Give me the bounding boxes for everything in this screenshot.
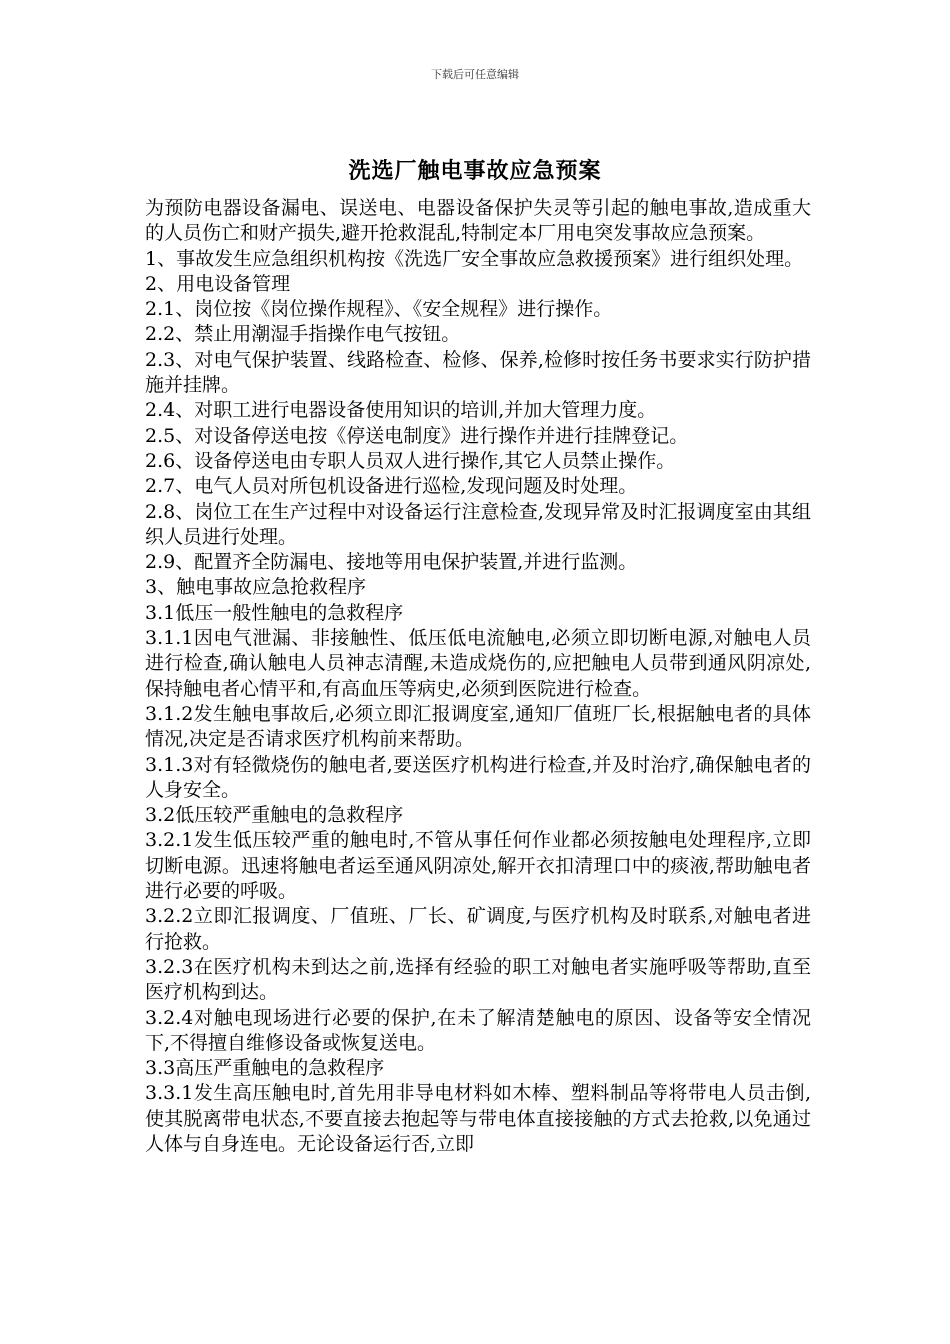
paragraph: 2.1、岗位按《岗位操作规程》、《安全规程》进行操作。: [145, 298, 613, 321]
paragraph: 1、事故发生应急组织机构按《洗选厂安全事故应急救援预案》进行组织处理。: [145, 247, 804, 270]
paragraph: 2.2、禁止用潮湿手指操作电气按钮。: [145, 323, 461, 346]
section-heading: 2、用电设备管理: [145, 272, 291, 295]
document-title: 洗选厂触电事故应急预案: [348, 158, 602, 184]
subsection-heading: 3.3高压严重触电的急救程序: [145, 1057, 385, 1080]
header-note: 下载后可任意编辑: [431, 68, 519, 81]
paragraph: 为预防电器设备漏电、误送电、电器设备保护失灵等引起的触电事故,造成重大的人员伤亡和财产损失,避开抢救混乱,特制定本厂用电突发事故应急预案。: [145, 197, 811, 245]
paragraph: 3.1.2发生触电事故后,必须立即汇报调度室,通知厂值班厂长,根据触电者的具体情况,决定是否请求医疗机构前来帮助。: [145, 702, 811, 751]
subsection-heading: 3.1低压一般性触电的急救程序: [145, 601, 404, 624]
paragraph: 2.5、对设备停送电按《停送电制度》进行操作并进行挂牌登记。: [145, 424, 689, 447]
paragraph: 3.2.3在医疗机构未到达之前,选择有经验的职工对触电者实施呼吸等帮助,直至医疗机构到达。: [145, 955, 811, 1004]
paragraph: 3.3.1发生高压触电时,首先用非导电材料如木棒、塑料制品等将带电人员击倒,使其脱离带电状态,不要直接去抱起等与带电体直接接触的方式去抢救,以免通过人体与自身连电。无论设备运行否,立即: [145, 1082, 811, 1155]
paragraph: 3.1.3对有轻微烧伤的触电者,要送医疗机构进行检查,并及时治疗,确保触电者的人身安全。: [145, 753, 811, 801]
paragraph: 3.2.1发生低压较严重的触电时,不管从事任何作业都必须按触电处理程序,立即切断电源。迅速将触电者运至通风阴凉处,解开衣扣清理口中的痰液,帮助触电者进行必要的呼吸。: [145, 829, 811, 903]
paragraph: 3.2.2立即汇报调度、厂值班、厂长、矿调度,与医疗机构及时联系,对触电者进行抢救。: [145, 905, 811, 953]
paragraph: 2.9、配置齐全防漏电、接地等用电保护装置,并进行监测。: [145, 551, 638, 574]
subsection-heading: 3.2低压较严重触电的急救程序: [145, 804, 404, 827]
document-body: [145, 196, 811, 1157]
paragraph: 2.6、设备停送电由专职人员双人进行操作,其它人员禁止操作。: [145, 449, 676, 472]
paragraph: 3.2.4对触电现场进行必要的保护,在未了解清楚触电的原因、设备等安全情况下,不得擅自维修设备或恢复送电。: [145, 1006, 811, 1054]
paragraph: 3.1.1因电气泄漏、非接触性、低压低电流触电,必须立即切断电源,对触电人员进行检查,确认触电人员神志清醒,未造成烧伤的,应把触电人员带到通风阴凉处,保持触电者心情平和,有高血压等病史,必须到医院进行检查。: [145, 627, 811, 700]
paragraph: 2.7、电气人员对所包机设备进行巡检,发现问题及时处理。: [145, 475, 638, 498]
paragraph: 2.3、对电气保护装置、线路检查、检修、保养,检修时按任务书要求实行防护措施并挂牌。: [145, 348, 811, 397]
paragraph: 2.4、对职工进行电器设备使用知识的培训,并加大管理力度。: [145, 399, 657, 422]
paragraph: 2.8、岗位工在生产过程中对设备运行注意检查,发现异常及时汇报调度室由其组织人员进行处理。: [145, 500, 811, 548]
section-heading: 3、触电事故应急抢救程序: [145, 576, 367, 599]
